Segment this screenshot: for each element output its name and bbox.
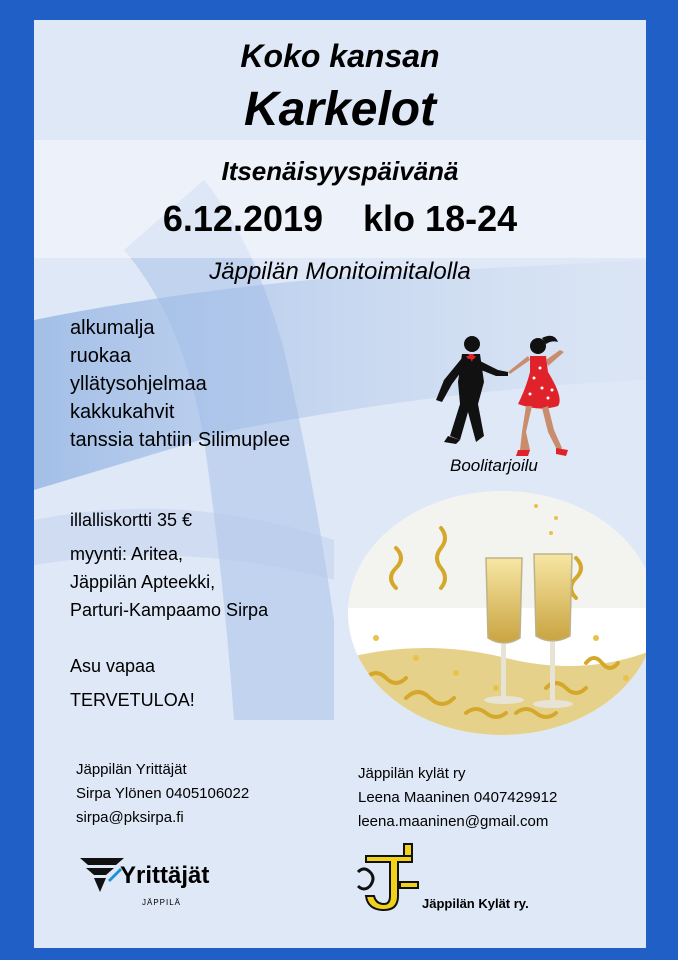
- contact-email: leena.maaninen@gmail.com: [358, 813, 549, 830]
- contact-person: Sirpa Ylönen 0405106022: [76, 785, 250, 802]
- contact-org: Jäppilän Yrittäjät: [76, 761, 187, 778]
- contact-org: Jäppilän kylät ry: [358, 765, 466, 782]
- program-item: ruokaa: [70, 345, 132, 367]
- program-item: kakkukahvit: [70, 401, 175, 423]
- program-item: tanssia tahtiin Silimuplee: [70, 429, 291, 451]
- event-time: klo 18-24: [363, 198, 518, 239]
- champagne-glasses-icon: [346, 488, 646, 738]
- kylat-logo-icon: [356, 842, 422, 914]
- event-date: 6.12.2019: [162, 198, 324, 239]
- title-line-1: Koko kansan: [240, 38, 440, 74]
- contact-right: [358, 762, 557, 834]
- poster: [34, 20, 646, 948]
- venue: Jäppilän Monitoimitalolla: [209, 258, 471, 285]
- program-item: yllätysohjelmaa: [70, 373, 207, 395]
- sales-line: Jäppilän Apteekki,: [70, 572, 216, 592]
- program-item: alkumalja: [70, 317, 155, 339]
- kylat-name: Jäppilän Kylät ry.: [422, 896, 529, 911]
- title-line-2: Karkelot: [243, 83, 437, 136]
- contact-email: sirpa@pksirpa.fi: [76, 809, 184, 826]
- sales-line: Parturi-Kampaamo Sirpa: [70, 600, 269, 620]
- contact-person: Leena Maaninen 0407429912: [358, 789, 558, 806]
- bar-note: Boolitarjoilu: [450, 456, 538, 475]
- yrittajat-sub: JÄPPILÄ: [142, 898, 182, 907]
- dancing-couple-icon: [430, 332, 580, 464]
- welcome-text: TERVETULOA!: [70, 690, 195, 710]
- dress-code: Asu vapaa: [70, 656, 156, 676]
- yrittajat-logo-icon: [80, 858, 124, 892]
- yrittajat-name: Yrittäjät: [120, 862, 210, 889]
- date-time: [34, 198, 646, 240]
- subtitle: Itsenäisyyspäivänä: [221, 156, 459, 186]
- sales-line: myynti: Aritea,: [70, 544, 184, 564]
- contact-left: [76, 758, 249, 830]
- program-list: [70, 314, 290, 454]
- ticket-price: illalliskortti 35 €: [70, 510, 193, 530]
